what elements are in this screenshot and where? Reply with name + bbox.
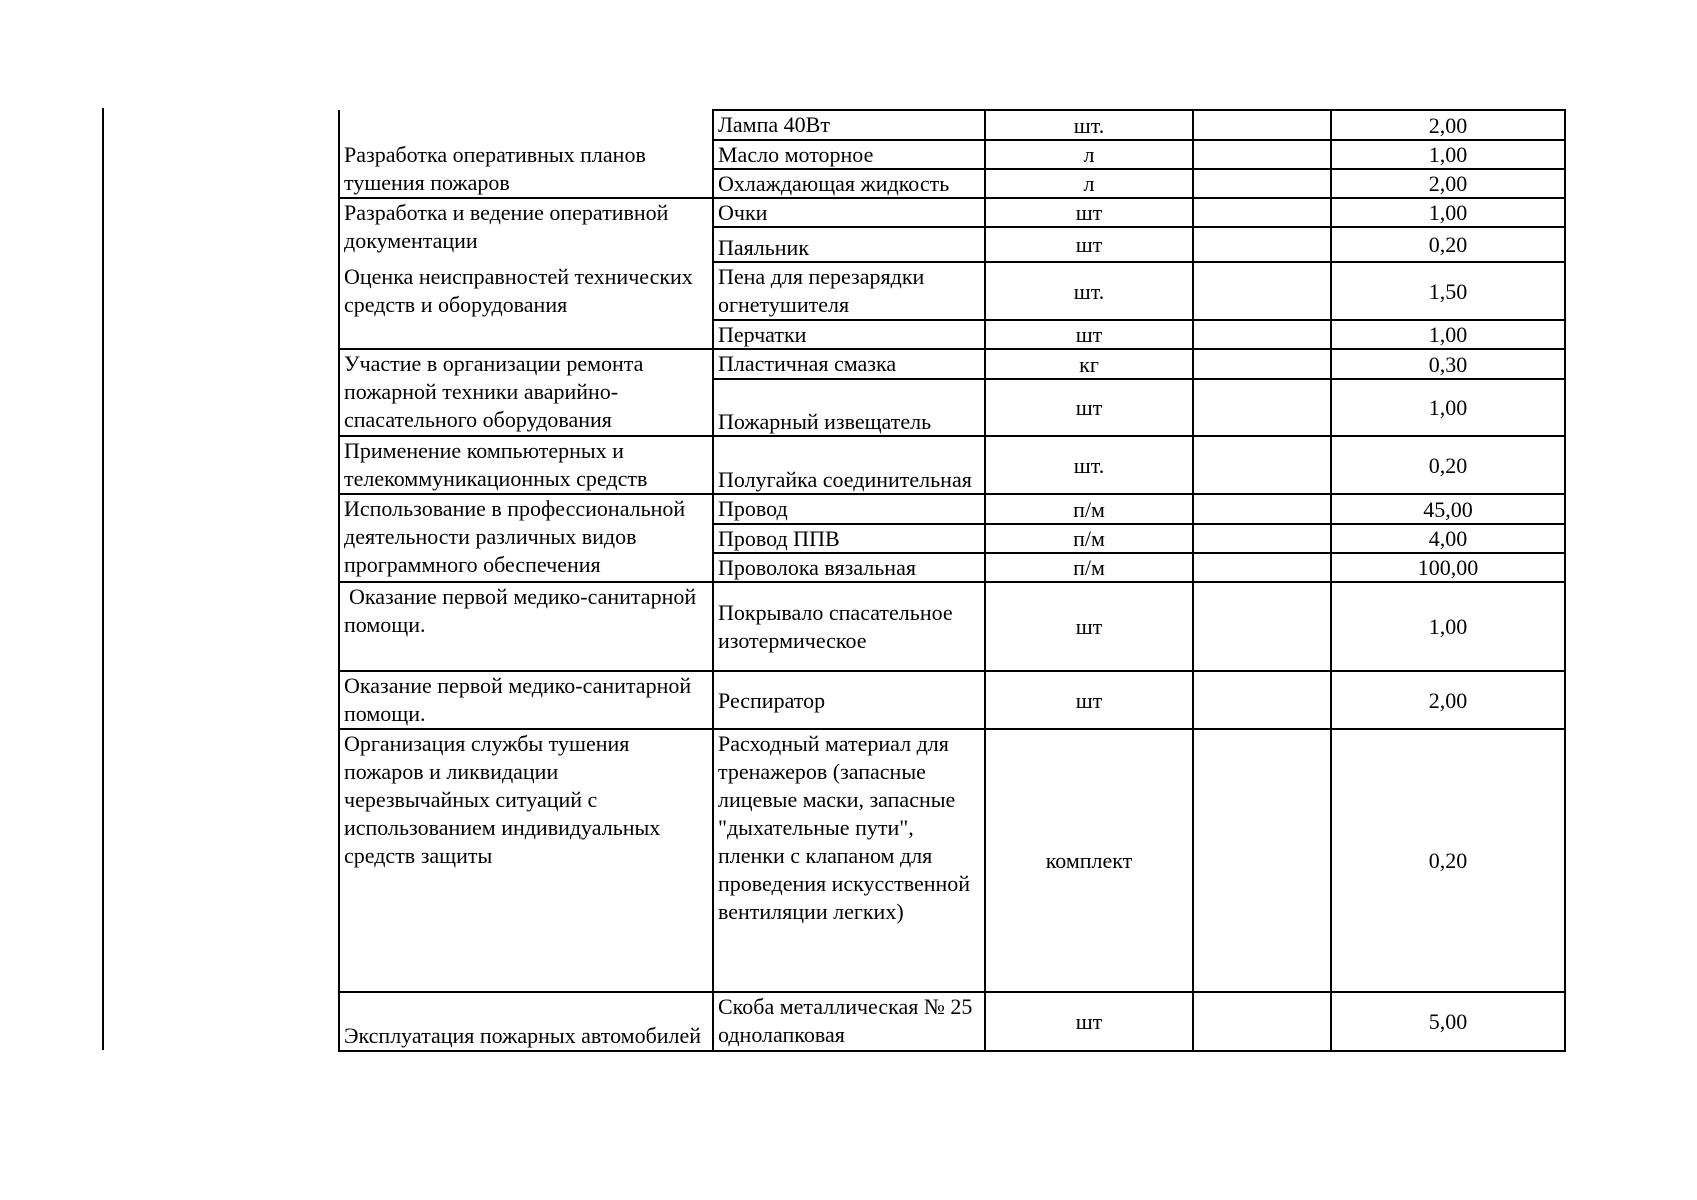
competency-line: Разработка и ведение оперативной [344,200,669,225]
material-cell [713,729,985,992]
empty-cell [1193,524,1331,553]
unit-cell: кг [985,349,1193,379]
table-row [339,671,1565,729]
material-cell [713,169,985,198]
competency-line: Организация службы тушения [344,731,630,756]
unit-cell: шт. [985,110,1193,140]
quantity-cell: 1,00 [1331,140,1565,169]
material-name: Перчатки [718,322,807,347]
empty-cell [1193,169,1331,198]
table-row [339,729,1565,992]
competency-line: пожаров и ликвидации [344,759,559,784]
competency-line: Эксплуатация пожарных автомобилей [344,1023,702,1048]
material-name: Полугайка соединительная [718,467,972,492]
material-name: Покрывало спасательное [718,599,953,625]
material-cell [713,671,985,729]
material-cell [713,524,985,553]
competency-cell [339,436,713,494]
quantity-cell: 1,00 [1331,582,1565,671]
material-name: Расходный материал для [718,731,949,756]
material-name: Лампа 40Вт [718,112,830,137]
competency-line: средств и оборудования [344,292,568,317]
quantity-cell: 0,30 [1331,349,1565,379]
empty-cell [1193,349,1331,379]
material-name: однолапковая [718,1022,845,1047]
quantity-cell: 0,20 [1331,227,1565,262]
unit-cell: шт [985,198,1193,227]
unit-cell: шт. [985,436,1193,494]
material-name: Пожарный извещатель [718,409,932,434]
unit-cell: п/м [985,494,1193,524]
material-cell [713,349,985,379]
empty-cell [1193,262,1331,320]
quantity-cell: 2,00 [1331,671,1565,729]
material-name: Пена для перезарядки [718,264,925,289]
materials-table [338,109,1566,1052]
unit-cell: шт [985,379,1193,436]
table-row [339,349,1565,379]
material-name: тренажеров (запасные [718,759,926,784]
material-cell [713,436,985,494]
table-row [339,992,1565,1051]
material-name: изотермическое [718,627,867,653]
quantity-cell: 1,00 [1331,320,1565,349]
unit-cell: п/м [985,553,1193,582]
table-row [339,436,1565,494]
unit-cell: шт [985,320,1193,349]
unit-cell: шт [985,992,1193,1051]
unit-cell: п/м [985,524,1193,553]
material-name: пленки с клапаном для [718,843,933,868]
material-name: Масло моторное [718,142,874,167]
empty-cell [1193,992,1331,1051]
material-name: огнетушителя [718,292,850,317]
table-row [339,582,1565,671]
material-name: Респиратор [718,687,826,713]
table-row [339,494,1565,524]
competency-line: помощи. [344,612,426,637]
left-margin-line [102,108,104,1050]
material-cell [713,227,985,262]
material-name: Очки [718,200,768,225]
competency-line: Разработка оперативных планов [344,142,646,167]
empty-cell [1193,379,1331,436]
competency-paragraph [344,199,710,255]
quantity-cell: 2,00 [1331,110,1565,140]
competency-line: телекоммуникационных средств [344,466,648,491]
unit-cell: комплект [985,729,1193,992]
empty-cell [1193,671,1331,729]
material-name: Провод [718,496,788,521]
competency-line: тушения пожаров [344,170,510,195]
empty-cell [1193,227,1331,262]
competency-line: Оказание первой медико-санитарной [349,584,697,609]
unit-cell: л [985,169,1193,198]
competency-line: Оценка неисправностей технических [344,264,693,289]
competency-cell [339,729,713,992]
quantity-cell: 1,50 [1331,262,1565,320]
material-cell [713,582,985,671]
material-cell [713,320,985,349]
material-name: Паяльник [718,235,810,260]
table-row [339,198,1565,227]
material-name: "дыхательные пути", [718,815,914,840]
competency-line: Применение компьютерных и [344,438,624,463]
empty-cell [1193,110,1331,140]
competency-line: деятельности различных видов [344,524,637,549]
quantity-cell: 0,20 [1331,436,1565,494]
material-name: Скоба металлическая № 25 [718,994,973,1019]
competency-line: использованием индивидуальных [344,815,661,840]
quantity-cell: 4,00 [1331,524,1565,553]
competency-line: программного обеспечения [344,552,601,577]
quantity-cell: 2,00 [1331,169,1565,198]
competency-line: Участие в организации ремонта [344,351,644,376]
material-cell [713,140,985,169]
competency-line: документации [344,228,478,253]
material-name: Пластичная смазка [718,351,897,376]
quantity-cell: 45,00 [1331,494,1565,524]
material-name: Провод ППВ [718,526,840,551]
material-cell [713,494,985,524]
material-name: Проволока вязальная [718,555,916,580]
competency-cell [339,198,713,349]
competency-line: черезвычайных ситуаций с [344,787,598,812]
material-name: проведения искусственной [718,871,971,896]
empty-cell [1193,494,1331,524]
competency-line: Использование в профессиональной [344,496,686,521]
empty-cell [1193,729,1331,992]
material-cell [713,110,985,140]
unit-cell: шт [985,582,1193,671]
empty-cell [1193,553,1331,582]
table-row [339,110,1565,140]
competency-cell [339,494,713,582]
empty-cell [1193,582,1331,671]
quantity-cell: 1,00 [1331,379,1565,436]
material-cell [713,992,985,1051]
material-cell [713,553,985,582]
competency-line: помощи. [344,701,426,726]
material-name: вентиляции легких) [718,899,904,924]
quantity-cell: 5,00 [1331,992,1565,1051]
competency-line: Оказание первой медико-санитарной [344,673,692,698]
material-name: лицевые маски, запасные [718,787,956,812]
competency-cell [339,349,713,436]
material-cell [713,379,985,436]
quantity-cell: 100,00 [1331,553,1565,582]
competency-line: средств защиты [344,843,493,868]
competency-cell [339,110,713,198]
material-cell [713,198,985,227]
competency-cell [339,671,713,729]
competency-cell [339,582,713,671]
unit-cell: л [985,140,1193,169]
unit-cell: шт [985,227,1193,262]
empty-cell [1193,198,1331,227]
table-body [339,110,1565,1051]
quantity-cell: 0,20 [1331,729,1565,992]
unit-cell: шт [985,671,1193,729]
competency-cell [339,992,713,1051]
unit-cell: шт. [985,262,1193,320]
material-name: Охлаждающая жидкость [718,171,950,196]
empty-cell [1193,320,1331,349]
empty-cell [1193,436,1331,494]
material-cell [713,262,985,320]
empty-cell [1193,140,1331,169]
competency-paragraph [344,263,710,319]
competency-line: пожарной техники аварийно- [344,379,619,404]
competency-line: спасательного оборудования [344,407,612,432]
quantity-cell: 1,00 [1331,198,1565,227]
